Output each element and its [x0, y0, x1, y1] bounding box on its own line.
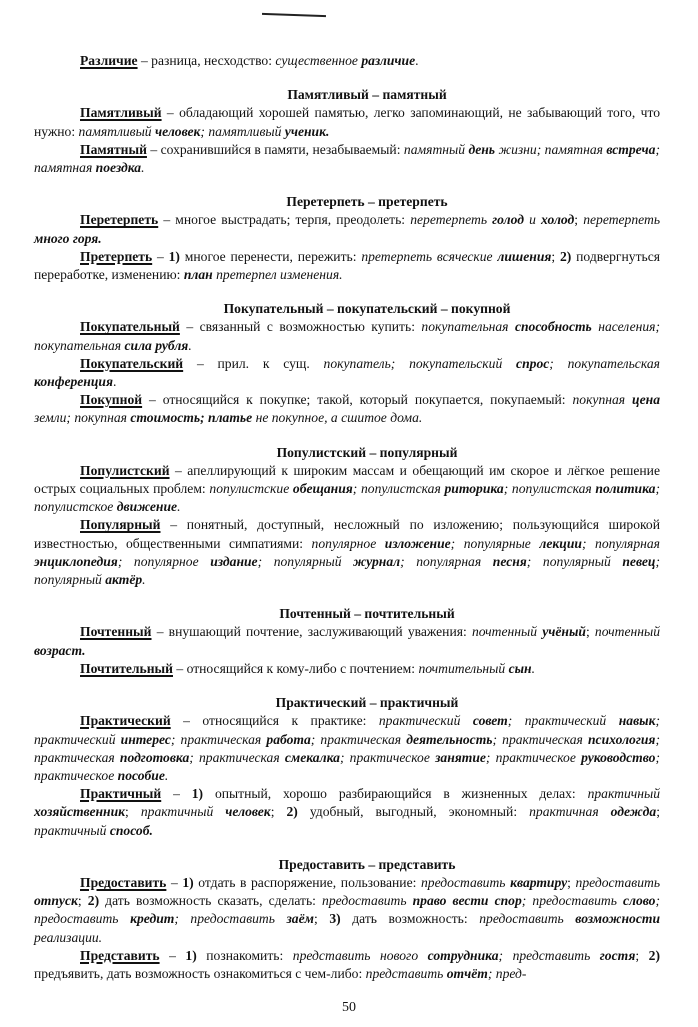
entry-term: Памятный [80, 141, 147, 157]
entry-example: практический [378, 713, 473, 729]
entry-term: Претерпеть [80, 248, 153, 264]
entry-keyword: работа [266, 731, 311, 747]
entry-text: – [161, 786, 192, 802]
entry-example: и [523, 212, 542, 228]
section-heading: Популистский – популярный [276, 444, 458, 460]
entry-text: – [152, 248, 169, 264]
entry-text: познакомить: [196, 947, 293, 963]
dictionary-section [34, 193, 660, 284]
entry-example: претерпел изменения. [212, 267, 343, 283]
entry-end: . [415, 53, 419, 68]
entry-example: . [531, 660, 535, 676]
section-heading: Почтенный – почтительный [279, 606, 455, 622]
entry-keyword: движение [116, 499, 178, 515]
entry-keyword: сила рубля [124, 337, 189, 353]
entry-example: не покупное, а сшитое дома. [252, 410, 423, 426]
entry-keyword: политика [595, 481, 656, 497]
entry-keyword: издание [210, 553, 258, 569]
entry-text: – [159, 947, 186, 963]
dictionary-entry [34, 712, 660, 785]
entry-keyword: лишения [497, 248, 552, 264]
entry-keyword: возраст. [34, 642, 86, 658]
sense-number: 2) [648, 947, 660, 963]
entry-example: перетерпеть [583, 212, 661, 228]
entry-example: ; покупательская [549, 355, 660, 371]
entry-text: ; [567, 874, 576, 890]
entry-example: ; популистская [503, 481, 596, 497]
entry-example: ; популярный [34, 553, 660, 588]
entry-example: ; практический [507, 713, 619, 729]
entry-text: – прил. к сущ. [183, 355, 324, 371]
entry-text: – относящийся к практике: [170, 713, 379, 729]
entry-keyword: человек [154, 123, 201, 139]
entry-example: претерпеть всяческие [361, 248, 498, 264]
entry-example: ; практическая [170, 731, 267, 747]
entry-example: ; практическая [492, 731, 588, 747]
entry-text: ; [125, 804, 141, 820]
entry-example: ; практическая [310, 731, 407, 747]
entry-term: Популистский [80, 462, 170, 478]
dictionary-entry [34, 660, 660, 678]
entry-keyword: певец [622, 553, 656, 569]
entry-keyword: актёр [105, 572, 143, 588]
entry-keyword: риторика [444, 481, 504, 497]
dictionary-section [34, 300, 660, 427]
entry-text: – [166, 874, 183, 890]
entry-keyword: отпуск [34, 893, 78, 909]
entry-example: . [177, 499, 181, 515]
entry-example: ; практическая [34, 731, 660, 765]
intro-entry [34, 52, 660, 70]
entry-term: Покупной [80, 392, 143, 408]
sense-number: 1) [185, 947, 197, 963]
entry-example: практичная [529, 804, 611, 820]
section-heading: Покупательный – покупательский – покупной [223, 301, 511, 317]
entry-term: Предоставить [80, 874, 167, 890]
dictionary-entry [34, 623, 660, 659]
entry-example: реализации. [34, 929, 103, 945]
entry-keyword: различие [361, 53, 416, 68]
entry-text: ; [635, 947, 649, 963]
entry-term: Различие [80, 53, 138, 68]
entry-keyword: слово [622, 893, 656, 909]
entry-example: предоставить [421, 874, 511, 890]
entry-example: предоставить [575, 874, 661, 890]
entry-example: памятливый [78, 123, 155, 139]
entry-keyword: способность [514, 319, 592, 335]
entry-text: отдать в распоряжение, пользование: [193, 874, 421, 890]
entry-example: популярное [311, 535, 385, 551]
entry-example: почтенный [471, 624, 543, 640]
entry-example: ; предоставить [34, 893, 660, 927]
entry-example: памятный [403, 141, 469, 157]
entry-keyword: энциклопедия [34, 553, 118, 569]
entry-keyword: хозяйственник [34, 804, 126, 820]
entry-text: ; [77, 893, 88, 909]
dictionary-entry [34, 141, 660, 177]
entry-keyword: план [183, 267, 213, 283]
entry-keyword: одежда [610, 804, 657, 820]
entry-keyword: конференция [34, 374, 113, 390]
entry-example: ; популистское [34, 481, 660, 515]
entry-text: опытный, хорошо разбирающийся в жизненных делах: [203, 786, 588, 802]
entry-keyword: день [468, 141, 496, 157]
entry-example: ; популистская [352, 481, 445, 497]
entry-keyword: совет [472, 713, 508, 729]
entry-text: ; [270, 804, 287, 820]
dictionary-entry [34, 318, 660, 354]
entry-example: ; пред- [487, 965, 527, 981]
entry-example: ; практическое [339, 749, 436, 765]
entry-example: ; популярный [257, 553, 354, 569]
entry-keyword: учёный [542, 624, 586, 640]
entry-example: покупатель; покупательский [323, 355, 517, 371]
dictionary-entry [34, 355, 660, 391]
entry-text: . [112, 374, 117, 390]
entry-example: . [141, 160, 145, 176]
entry-example: ; предоставить [174, 911, 287, 927]
entry-keyword: цена [632, 392, 660, 408]
entry-text: подвергнуться переработке, изменению: [34, 248, 660, 283]
dictionary-section [34, 86, 660, 177]
sense-number: 2) [87, 893, 100, 909]
sense-number: 3) [329, 911, 341, 927]
dictionary-entry [34, 462, 660, 517]
entry-text: ; [585, 624, 595, 640]
entry-keyword: человек [225, 804, 271, 820]
entry-example: земли; покупная [34, 410, 131, 426]
entry-keyword: изложение [384, 535, 451, 551]
sense-number: 1) [191, 786, 204, 802]
entry-term: Памятливый [80, 105, 162, 121]
sense-number: 2) [560, 248, 572, 264]
entry-keyword: сын [508, 660, 532, 676]
entry-example: покупательная [421, 319, 515, 335]
entry-text: – внушающий почтение, заслуживающий уважения: [151, 624, 472, 640]
entry-keyword: навык [618, 713, 656, 729]
entry-example: . [188, 337, 192, 353]
entry-text: – сохранившийся в памяти, незабываемый: [146, 141, 404, 157]
entry-text: удобный, выгодный, экономный: [297, 804, 530, 820]
entry-keyword: пособие [117, 767, 165, 783]
entry-example: ; популярные [450, 535, 540, 551]
entry-text: – связанный с возможностью купить: [179, 319, 422, 335]
entry-example: ; представить [498, 947, 600, 963]
entry-text: – относящийся к покупке; такой, который покупается, покупаемый: [142, 392, 573, 408]
dictionary-entry [34, 947, 660, 983]
entry-text: дать возможность сказать, сделать: [99, 893, 323, 909]
entry-text: ; [656, 804, 660, 820]
entry-example: ; практическое [34, 749, 660, 783]
entry-example: предоставить [322, 893, 413, 909]
entry-example: ; популярная [581, 535, 660, 551]
entry-example: покупная [572, 392, 633, 408]
entry-example: ; практическое [485, 749, 582, 765]
entry-keyword: гостя [599, 947, 636, 963]
entry-keyword: обещания [292, 481, 353, 497]
dictionary-section [34, 444, 660, 590]
dictionary-section [34, 694, 660, 840]
entry-keyword: спрос [516, 355, 550, 371]
entry-text: ; [574, 212, 584, 228]
entry-example: практичный [587, 786, 660, 802]
entry-keyword: стоимость; платье [130, 410, 253, 426]
entry-example: ; популярная [400, 553, 493, 569]
dictionary-entry [34, 785, 660, 840]
entry-example: ; памятная [34, 141, 660, 176]
entry-keyword: деятельность [406, 731, 493, 747]
dictionary-entry [34, 248, 660, 284]
entry-example: жизни; памятная [495, 141, 607, 157]
entry-example: перетерпеть [410, 212, 493, 228]
entry-example: населения; покупательная [34, 319, 660, 353]
entry-keyword: лекции [539, 535, 582, 551]
dictionary-section [34, 856, 660, 983]
entry-term: Почтенный [80, 624, 152, 640]
sense-number: 1) [168, 248, 180, 264]
entry-text: – понятный, доступный, несложный по изложению; пользующийся широкой известностью, общественными симпатиями: [34, 517, 660, 551]
entry-example: популистские [209, 481, 293, 497]
entry-keyword: подготовка [119, 749, 190, 765]
sense-number: 1) [182, 874, 194, 890]
page-number: 50 [342, 1000, 356, 1016]
entry-example: ; практический [34, 713, 660, 747]
section-heading: Перетерпеть – претерпеть [286, 194, 448, 210]
entry-keyword: занятие [435, 749, 486, 765]
entry-example: ; памятливый [200, 123, 285, 139]
entry-example: . [142, 572, 146, 588]
entry-keyword: отчёт [446, 965, 488, 981]
section-heading: Памятливый – памятный [287, 87, 447, 103]
section-heading: Практический – практичный [275, 695, 459, 711]
entry-keyword: психология [588, 731, 656, 747]
entry-example: практичный [34, 822, 110, 838]
entry-text: многое перенести, пережить: [179, 248, 362, 264]
entry-term: Популярный [80, 517, 161, 533]
entry-keyword: голод [492, 212, 524, 228]
entry-text: – апеллирующий к широким массам и обещающий им скорое и лёгкое решение острых социальных проблем: [34, 462, 660, 497]
entry-term: Представить [80, 947, 160, 963]
entry-keyword: право вести спор [412, 893, 522, 909]
entry-example: представить [365, 965, 447, 981]
dictionary-entry [34, 104, 660, 140]
dictionary-section [34, 605, 660, 678]
dictionary-entry [34, 874, 660, 947]
entry-keyword: способ. [109, 822, 153, 838]
entry-keyword: журнал [353, 553, 401, 569]
entry-example: представить нового [292, 947, 428, 963]
entry-keyword: руководство [581, 749, 656, 765]
entry-keyword: встреча [606, 141, 656, 157]
entry-example: почтенный [594, 624, 660, 640]
entry-example: предоставить [479, 911, 576, 927]
entry-term: Практичный [80, 786, 162, 802]
entry-keyword: кредит [130, 911, 175, 927]
entry-example: ; предоставить [521, 893, 623, 909]
entry-keyword: интерес [120, 731, 171, 747]
section-heading: Предоставить – представить [278, 856, 456, 872]
entry-keyword: холод [541, 212, 575, 228]
entry-keyword: ученик. [284, 123, 330, 139]
entry-example: ; популярное [117, 553, 211, 569]
entry-term: Покупательный [80, 319, 180, 335]
dictionary-entry [34, 516, 660, 589]
entry-example: существенное [275, 53, 362, 68]
entry-text: ; [313, 911, 330, 927]
entry-keyword: смекалка [284, 749, 340, 765]
entry-term: Практический [80, 713, 171, 729]
entry-text: дать возможность: [340, 911, 480, 927]
document-page [34, 0, 660, 983]
dictionary-entry [34, 391, 660, 427]
entry-keyword: возможности [575, 911, 660, 927]
entry-term: Почтительный [80, 660, 173, 676]
entry-keyword: песня [492, 553, 527, 569]
entry-text: предъявить, дать возможность ознакомиться с чем-либо: [34, 965, 366, 981]
entry-example: ; практическая [189, 749, 285, 765]
entry-text: – многое выстрадать; терпя, преодолеть: [158, 212, 411, 228]
entry-text: – обладающий хорошей памятью, легко запоминающий, не забывающий того, что нужно: [34, 105, 660, 139]
entry-text: ; [551, 248, 560, 264]
sense-number: 2) [286, 804, 298, 820]
entry-keyword: заём [286, 911, 314, 927]
entry-keyword: поездка [95, 160, 142, 176]
sections-container [34, 86, 660, 983]
dictionary-entry [34, 211, 660, 247]
entry-example: почтительный [418, 660, 509, 676]
entry-term: Перетерпеть [80, 212, 159, 228]
entry-example: ; популярный [526, 553, 623, 569]
entry-definition: – разница, несходство: [137, 53, 276, 68]
entry-keyword: квартиру [510, 874, 568, 890]
entry-keyword: сотрудника [427, 947, 499, 963]
entry-example: практичный [140, 804, 226, 820]
entry-term: Покупательский [80, 355, 184, 371]
entry-text: – относящийся к кому-либо с почтением: [173, 660, 419, 676]
entry-example: . [164, 767, 169, 783]
entry-keyword: много горя. [34, 230, 102, 246]
